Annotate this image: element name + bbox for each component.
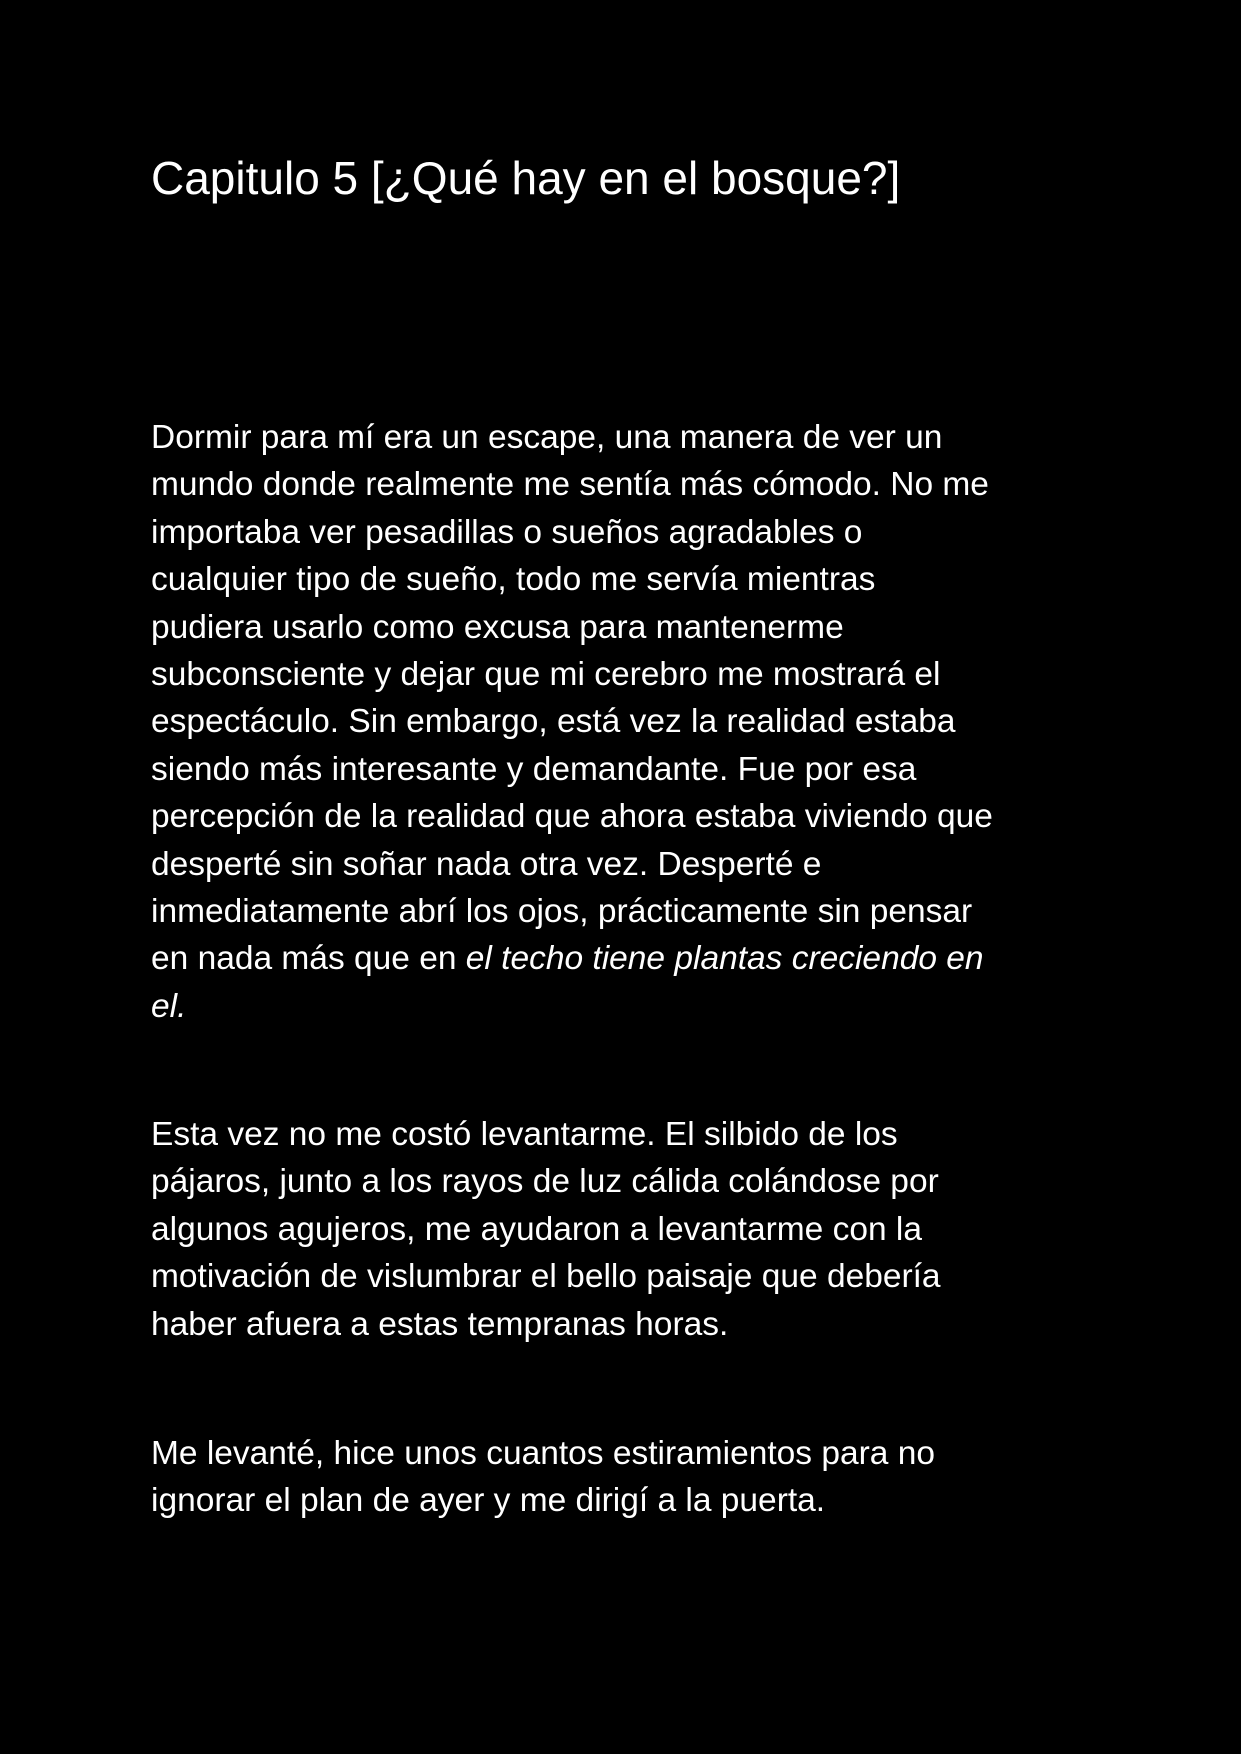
paragraph-line: pájaros, junto a los rayos de luz cálida colándose por [151, 1163, 939, 1201]
paragraph-line: Esta vez no me costó levantarme. El silbido de los [151, 1116, 898, 1153]
paragraph-line: subconsciente y dejar que mi cerebro me mostrará el [151, 656, 941, 694]
paragraph-line: inmediatamente abrí los ojos, prácticamente sin pensar [151, 893, 973, 931]
paragraph-line: haber afuera a estas tempranas horas. [151, 1305, 729, 1343]
paragraph-2 [151, 1111, 1111, 1348]
paragraph-line-mixed [151, 935, 1111, 982]
chapter-title: Capitulo 5 [¿Qué hay en el bosque?] [151, 152, 901, 204]
paragraph-1 [151, 414, 1111, 1030]
paragraph-line: pudiera usarlo como excusa para mantenerme [151, 608, 844, 646]
paragraph-line: algunos agujeros, me ayudaron a levantarme con la [151, 1210, 922, 1248]
paragraph-line: ignorar el plan de ayer y me dirigí a la puerta. [151, 1482, 826, 1520]
paragraph-line: cualquier tipo de sueño, todo me servía mientras [151, 561, 876, 599]
paragraph-line: desperté sin soñar nada otra vez. Desperté e [151, 845, 822, 883]
paragraph-line: percepción de la realidad que ahora estaba viviendo que [151, 798, 993, 836]
paragraph-3 [151, 1430, 1111, 1525]
paragraph-line: espectáculo. Sin embargo, está vez la realidad estaba [151, 703, 956, 741]
italic-thought-text: el. [151, 987, 187, 1025]
paragraph-line: Me levanté, hice unos cuantos estiramientos para no [151, 1435, 935, 1472]
paragraph-line: importaba ver pesadillas o sueños agradables o [151, 513, 863, 551]
italic-thought-text: el techo tiene plantas creciendo en [465, 940, 984, 978]
paragraph-line: motivación de vislumbrar el bello paisaje que debería [151, 1258, 941, 1296]
paragraph-line: siendo más interesante y demandante. Fue por esa [151, 750, 917, 788]
paragraph-line: Dormir para mí era un escape, una manera de ver un [151, 419, 943, 456]
paragraph-line: mundo donde realmente me sentía más cómodo. No me [151, 466, 989, 504]
paragraph-line-normal-segment: en nada más que en [151, 940, 466, 978]
